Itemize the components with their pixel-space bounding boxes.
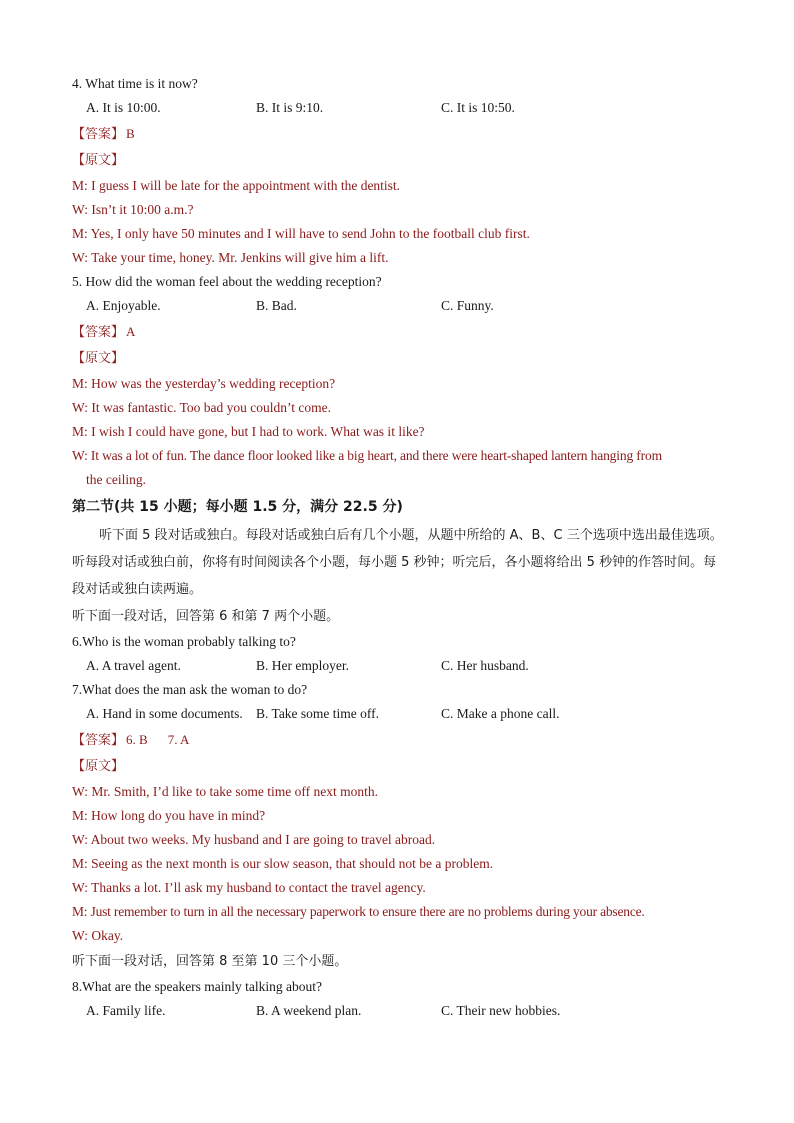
question-5-options [72,294,724,318]
transcript-line: M: I guess I will be late for the appointment with the dentist. [72,178,401,193]
option-b: B. Take some time off. [256,706,380,721]
document-page [72,72,724,1023]
option-a: A. A travel agent. [86,658,181,673]
option-a: A. Enjoyable. [86,298,161,313]
transcript-line: W: Mr. Smith, I’d like to take some time off next month. [72,784,378,799]
transcript-line: M: How was the yesterday’s wedding reception? [72,376,336,391]
question-7-options [72,702,724,726]
transcript-line: M: Yes, I only have 50 minutes and I will have to send John to the football club first. [72,226,530,241]
transcript-line: M: Seeing as the next month is our slow season, that should not be a problem. [72,856,494,871]
question-6-options [72,654,724,678]
question-6: 6.Who is the woman probably talking to? [72,634,296,649]
option-c: C. Make a phone call. [441,706,560,721]
dialog-intro: 听下面一段对话，回答第 8 至第 10 三个小题。 [72,954,348,969]
answer-label: 【答案】 6. B 7. A [72,732,190,748]
option-b: B. A weekend plan. [256,1003,362,1018]
question-8-options [72,999,724,1023]
transcript-line-continued: the ceiling. [86,472,146,487]
option-b: B. Her employer. [256,658,349,673]
transcript-line: W: About two weeks. My husband and I are going to travel abroad. [72,832,436,847]
option-a: A. Hand in some documents. [86,706,243,721]
answer-label: 【答案】 A [72,324,136,340]
answer-label: 【答案】 B [72,126,135,142]
transcript-line: M: Just remember to turn in all the necessary paperwork to ensure there are no problems during your absence. [72,904,645,919]
option-c: C. Their new hobbies. [441,1003,561,1018]
question-4-options [72,96,724,120]
transcript-line: W: It was fantastic. Too bad you couldn’t come. [72,400,331,415]
transcript-line: W: Okay. [72,928,124,943]
option-a: A. It is 10:00. [86,100,161,115]
question-4: 4. What time is it now? [72,76,198,91]
transcript-label: 【原文】 [72,153,125,168]
transcript-line: M: I wish I could have gone, but I had to work. What was it like? [72,424,425,439]
question-5: 5. How did the woman feel about the wedding reception? [72,274,382,289]
transcript-line: W: Isn’t it 10:00 a.m.? [72,202,194,217]
option-b: B. It is 9:10. [256,100,324,115]
option-b: B. Bad. [256,298,297,313]
question-7: 7.What does the man ask the woman to do? [72,682,308,697]
dialog-intro: 听下面一段对话，回答第 6 和第 7 两个小题。 [72,609,340,624]
transcript-line: W: Thanks a lot. I’ll ask my husband to contact the travel agency. [72,880,426,895]
option-c: C. Her husband. [441,658,529,673]
transcript-line: W: Take your time, honey. Mr. Jenkins will give him a lift. [72,250,389,265]
option-a: A. Family life. [86,1003,166,1018]
transcript-line: W: It was a lot of fun. The dance floor looked like a big heart, and there were heart-shaped lantern hanging from [72,448,662,463]
section-instructions: 听下面 5 段对话或独白。每段对话或独白后有几个小题，从题中所给的 A、B、C 三个选项中选出最佳选项。听每段对话或独白前，你将有时间阅读各个小题，每小题 5 秒钟；听完后，各小题将给出 5 秒钟的作答时间。每段对话或独白读两遍。 [72,528,723,597]
section-title: 第二节(共 15 小题；每小题 1.5 分，满分 22.5 分) [72,499,403,515]
transcript-label: 【原文】 [72,351,125,366]
option-c: C. Funny. [441,298,494,313]
transcript-line: M: How long do you have in mind? [72,808,266,823]
question-8: 8.What are the speakers mainly talking about? [72,979,323,994]
option-c: C. It is 10:50. [441,100,515,115]
transcript-label: 【原文】 [72,759,125,774]
